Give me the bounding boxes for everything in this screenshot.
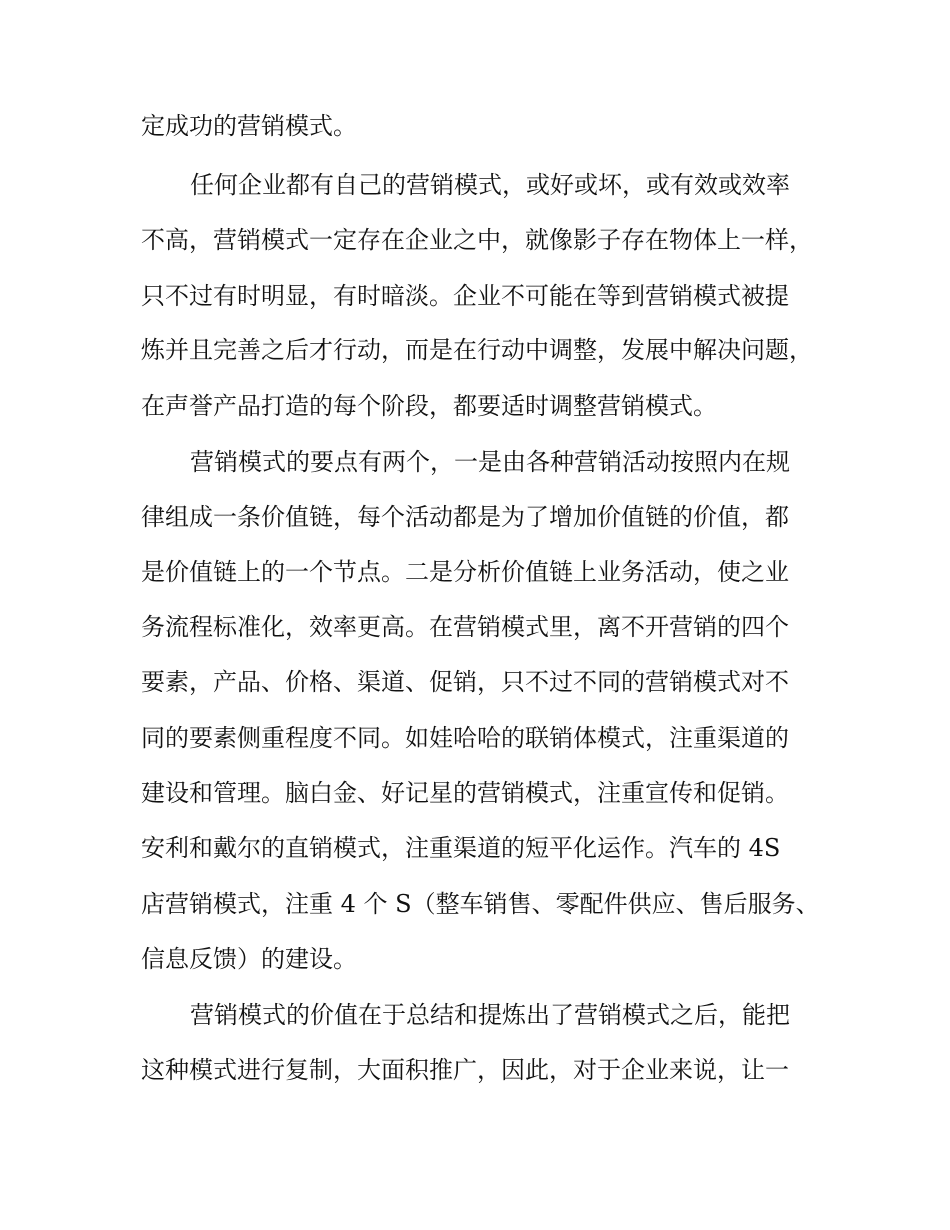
text-line: 律组成一条价值链，每个活动都是为了增加价值链的价值，都 [141,503,789,531]
text-line: 是价值链上的一个节点。二是分析价值链上业务活动，使之业 [141,558,789,586]
paragraph-start-line: 营销模式的价值在于总结和提炼出了营销模式之后，能把 [190,1001,790,1029]
text-line: 炼并且完善之后才行动，而是在行动中调整，发展中解决问题， [141,336,813,364]
text-line: 安利和戴尔的直销模式，注重渠道的短平化运作。汽车的 4S [141,834,781,862]
paragraph-start-line: 营销模式的要点有两个，一是由各种营销活动按照内在规 [190,448,790,476]
text-line: 只不过有时明显，有时暗淡。企业不可能在等到营销模式被提 [141,282,789,310]
paragraph-start-line: 任何企业都有自己的营销模式，或好或坏，或有效或效率 [190,171,790,199]
text-line: 务流程标准化，效率更高。在营销模式里，离不开营销的四个 [141,613,789,641]
text-line: 同的要素侧重程度不同。如娃哈哈的联销体模式，注重渠道的 [141,724,789,752]
text-line: 建设和管理。脑白金、好记星的营销模式，注重宣传和促销。 [141,779,789,807]
text-line: 店营销模式，注重 4 个 S（整车销售、零配件供应、售后服务、 [141,890,820,918]
text-line: 定成功的营销模式。 [141,112,357,140]
text-line: 信息反馈）的建设。 [141,945,357,973]
text-line: 这种模式进行复制，大面积推广，因此，对于企业来说，让一 [141,1056,789,1084]
text-line: 在声誉产品打造的每个阶段，都要适时调整营销模式。 [141,392,717,420]
text-line: 要素，产品、价格、渠道、促销，只不过不同的营销模式对不 [141,668,789,696]
text-line: 不高，营销模式一定存在企业之中，就像影子存在物体上一样， [141,226,813,254]
